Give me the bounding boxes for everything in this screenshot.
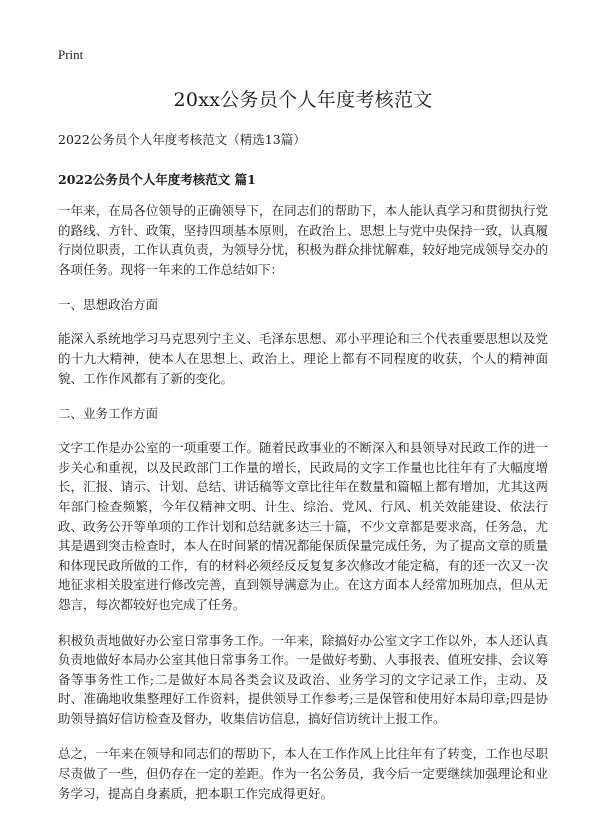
paragraph-daily-affairs: 积极负责地做好办公室日常事务工作。一年来，除搞好办公室文字工作以外，本人还认真负责地做好本局办公室其他日常事务工作。一是做好考勤、人事报表、值班安排、会议筹备等事务性工作;二是做好本局各类会议及政治、业务学习的文字记录工作，主动、及时、准确地收集整理好工作资料，提供领导工作参考;三是保管和使用好本局印章;四是协助领导搞好信访检查及督办，收集信访信息，搞好信访统计上报工作。 <box>58 632 548 726</box>
paragraph-political: 能深入系统地学习马克思列宁主义、毛泽东思想、邓小平理论和三个代表重要思想以及党的十九大精神，使本人在思想上、政治上、理论上都有不同程度的收获，个人的精神面貌、工作作风都有了新的变化。 <box>58 331 548 386</box>
section-heading: 2022公务员个人年度考核范文 篇1 <box>58 172 256 187</box>
document-page <box>58 44 548 819</box>
page-title: 20xx公务员个人年度考核范文 <box>173 89 433 111</box>
subheading-political: 一、思想政治方面 <box>58 297 159 313</box>
print-link[interactable]: Print <box>58 47 84 62</box>
subheading-business: 二、业务工作方面 <box>58 406 159 422</box>
paragraph-writing-work: 文字工作是办公室的一项重要工作。随着民政事业的不断深入和县领导对民政工作的进一步关心和重视，以及民政部门工作量的增长，民政局的文字工作量也比往年有了大幅度增长，汇报、请示、计划、总结、讲话稿等文章比往年在数量和篇幅上都有增加，尤其这两年部门检查频繁，今年仅精神文明、计生、综治、党风、行风、机关效能建设、依法行政、政务公开等单项的工作计划和总结就多达三十篇，不少文章都是要求高，任务急，尤其是遇到突击检查时，本人在时间紧的情况都能保质保量完成任务，为了提高文章的质量和体现民政所做的工作，有的材料必须经反反复复多次修改才能定稿，有的还一次又一次地征求相关股室进行修改完善，直到领导满意为止。在这方面本人经常加班加点，但从无怨言，每次都较好也完成了任务。 <box>58 440 548 612</box>
document-subtitle: 2022公务员个人年度考核范文（精选13篇） <box>58 132 306 147</box>
paragraph-intro: 一年来，在局各位领导的正确领导下，在同志们的帮助下，本人能认真学习和贯彻执行党的路线、方针、政策，坚持四项基本原则，在政治上、思想上与党中央保持一致，认真履行岗位职责，工作认真负责，为领导分忧，积极为群众排忧解难，较好地完成领导交办的各项任务。现将一年来的工作总结如下： <box>58 203 548 277</box>
paragraph-conclusion: 总之，一年来在领导和同志们的帮助下，本人在工作作风上比往年有了转变，工作也尽职尽责做了一些，但仍存在一定的差距。作为一名公务员，我今后一定要继续加强理论和业务学习，提高自身素质，把本职工作完成得更好。 <box>58 746 548 801</box>
